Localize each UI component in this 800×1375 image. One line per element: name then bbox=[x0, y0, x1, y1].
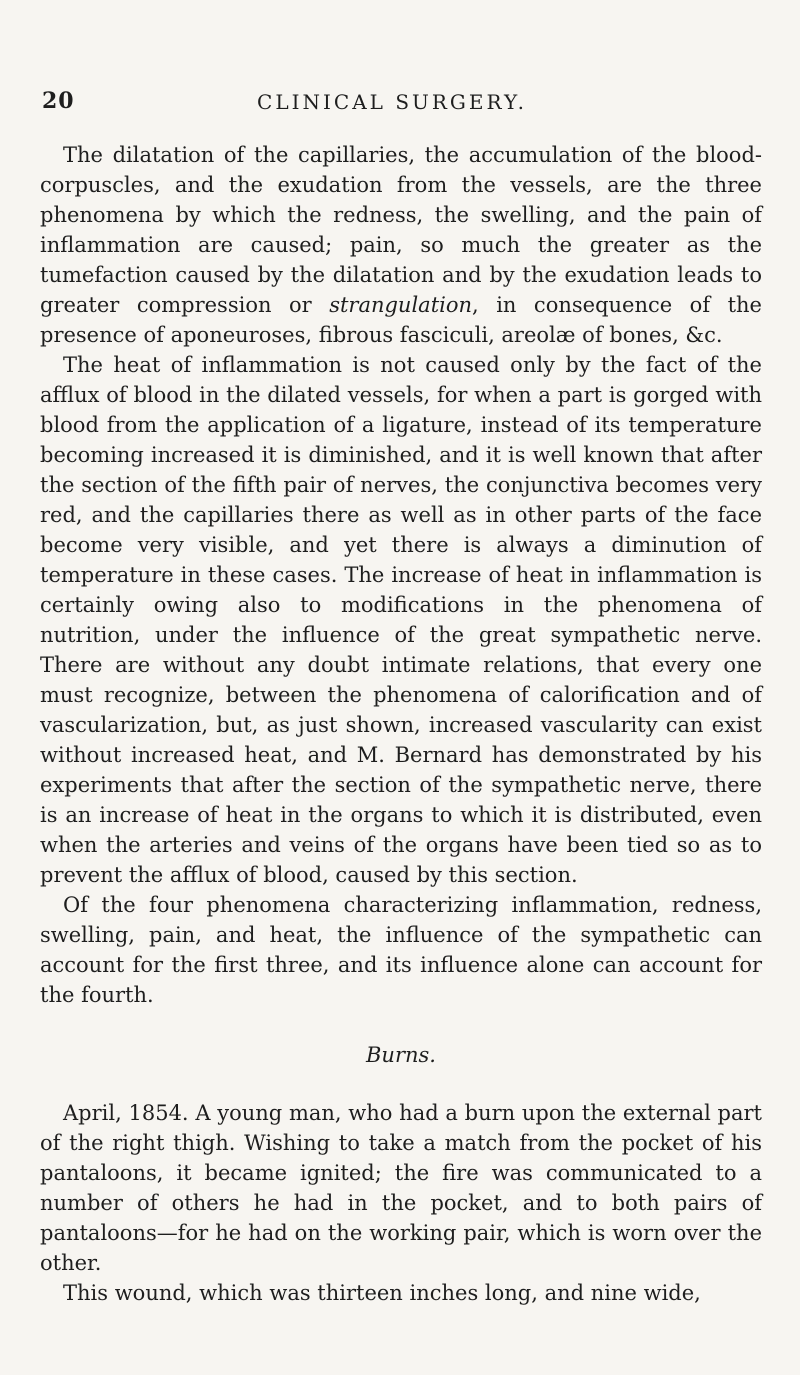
paragraph-text: The dilatation of the capillaries, the accumulation of the blood-corpuscles, and the exudation from the vessels, are the three phenomena by which the redness, the swelling, and the pain of inflammation are caused; pain, so much the greater as the tumefaction caused by the dilatation and by the exudation leads to greater compression or bbox=[40, 143, 762, 317]
running-head: CLINICAL SURGERY. bbox=[257, 90, 527, 114]
paragraph: Of the four phenomena characterizing inflammation, redness, swelling, pain, and heat, the influence of the sympathetic can account for the first three, and its influence alone can account for the fourth. bbox=[40, 893, 762, 1007]
section-title: Burns. bbox=[366, 1043, 436, 1067]
page-header bbox=[42, 88, 742, 122]
paragraph: This wound, which was thirteen inches long, and nine wide, bbox=[63, 1281, 701, 1305]
paragraph bbox=[40, 140, 762, 350]
paragraph: April, 1854. A young man, who had a burn upon the external part of the right thigh. Wishing to take a match from the pocket of his pantaloons, it became ignited; the fire was communicated to a number of others he had in the pocket, and to both pairs of pantaloons—for he had on the working pair, which is worn over the other. bbox=[40, 1101, 762, 1275]
paragraph: The heat of inflammation is not caused only by the fact of the afflux of blood in the dilated vessels, for when a part is gorged with blood from the application of a ligature, instead of its temperature becoming increased it is diminished, and it is well known that after the section of the fifth pair of nerves, the conjunctiva becomes very red, and the capillaries there as well as in other parts of the face become very visible, and yet there is always a diminution of temperature in these cases. The increase of heat in inflammation is certainly owing also to modifications in the phenomena of nutrition, under the influence of the great sympathetic nerve. There are without any doubt intimate relations, that every one must recognize, between the phenomena of calorification and of vascularization, but, as just shown, increased vascularity can exist without increased heat, and M. Bernard has demonstrated by his experiments that after the section of the sympathetic nerve, there is an increase of heat in the organs to which it is distributed, even when the arteries and veins of the organs have been tied so as to prevent the afflux of blood, caused by this section. bbox=[40, 353, 762, 887]
paragraph-text: , in consequence of the presence of aponeuroses, fibrous fasciculi, areolæ of bones, &c. bbox=[40, 293, 762, 347]
page-number: 20 bbox=[42, 88, 75, 114]
body-text bbox=[40, 140, 762, 1308]
italic-term: strangulation bbox=[329, 293, 473, 317]
